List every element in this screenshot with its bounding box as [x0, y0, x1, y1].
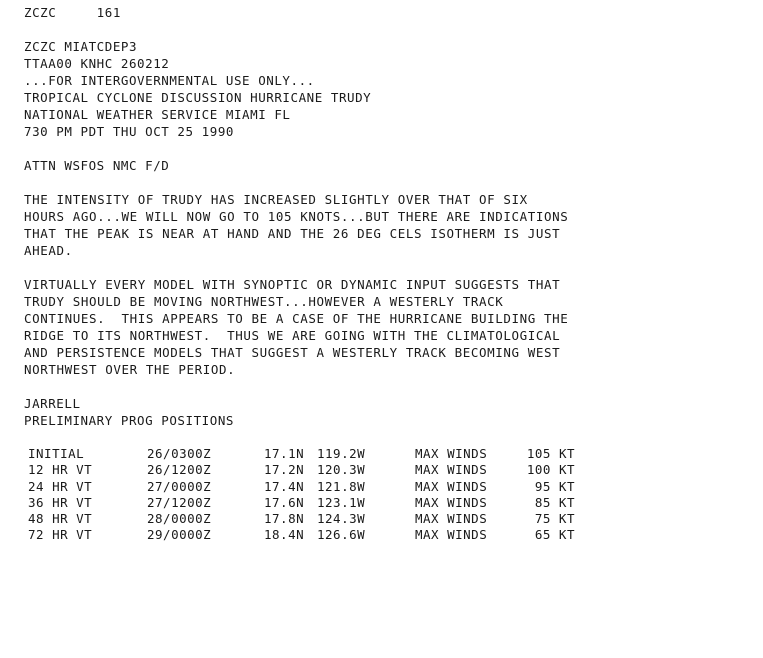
- prog-positions-title: PRELIMINARY PROG POSITIONS: [24, 413, 234, 428]
- paragraph-line: AHEAD.: [24, 243, 73, 258]
- prog-latitude: 17.6N: [264, 494, 305, 510]
- spacer: [24, 174, 744, 191]
- forecaster-signature: JARRELL: [24, 396, 81, 411]
- prog-latitude: 17.2N: [264, 462, 305, 478]
- prog-latitude: 18.4N: [264, 527, 305, 543]
- prog-label: INITIAL: [28, 446, 85, 461]
- prog-max-winds-value: 95 KT: [534, 478, 575, 494]
- prog-longitude: 124.3W: [317, 511, 366, 527]
- issue-time: 730 PM PDT THU OCT 25 1990: [24, 124, 234, 139]
- spacer: [24, 259, 744, 276]
- paragraph-line: CONTINUES. THIS APPEARS TO BE A CASE OF THE HURRICANE BUILDING THE: [24, 311, 569, 326]
- prog-valid-time: 26/0300Z: [147, 446, 212, 461]
- prog-valid-time: 27/0000Z: [147, 478, 212, 494]
- prog-max-winds-label: MAX WINDS: [415, 446, 488, 461]
- prog-valid-time: 27/1200Z: [147, 494, 212, 510]
- prog-max-winds-value: 75 KT: [534, 511, 575, 527]
- prog-row: [24, 511, 744, 527]
- prog-latitude: 17.4N: [264, 478, 305, 494]
- prog-max-winds-value: 105 KT: [526, 446, 575, 461]
- prog-label: 12 HR VT: [28, 462, 93, 478]
- header-routing-line: ZCZC 161: [24, 5, 121, 20]
- paragraph-line: VIRTUALLY EVERY MODEL WITH SYNOPTIC OR DYNAMIC INPUT SUGGESTS THAT: [24, 277, 561, 292]
- prog-row: [24, 462, 744, 478]
- teletype-document: [24, 4, 744, 544]
- discussion-paragraph-2: [24, 276, 744, 378]
- prog-valid-time: 29/0000Z: [147, 527, 212, 543]
- spacer: [24, 140, 744, 157]
- prog-label: 72 HR VT: [28, 527, 93, 543]
- attention-line: ATTN WSFOS NMC F/D: [24, 158, 170, 173]
- spacer: [24, 21, 744, 38]
- paragraph-line: AND PERSISTENCE MODELS THAT SUGGEST A WESTERLY TRACK BECOMING WEST: [24, 345, 561, 360]
- paragraph-line: NORTHWEST OVER THE PERIOD.: [24, 362, 236, 377]
- prog-longitude: 123.1W: [317, 494, 366, 510]
- prog-latitude: 17.8N: [264, 511, 305, 527]
- paragraph-line: RIDGE TO ITS NORTHWEST. THUS WE ARE GOING WITH THE CLIMATOLOGICAL: [24, 328, 561, 343]
- prog-row: [24, 527, 744, 543]
- prog-max-winds-label: MAX WINDS: [415, 511, 488, 527]
- discussion-paragraph-1: [24, 191, 744, 259]
- paragraph-line: TRUDY SHOULD BE MOVING NORTHWEST...HOWEVER A WESTERLY TRACK: [24, 294, 504, 309]
- prog-row: [24, 446, 744, 462]
- header-use-notice: ...FOR INTERGOVERNMENTAL USE ONLY...: [24, 73, 315, 88]
- prog-max-winds-label: MAX WINDS: [415, 494, 488, 510]
- spacer: [24, 378, 744, 395]
- header-product-id: ZCZC MIATCDEP3: [24, 39, 138, 54]
- paragraph-line: THAT THE PEAK IS NEAR AT HAND AND THE 26 DEG CELS ISOTHERM IS JUST: [24, 226, 561, 241]
- paragraph-line: THE INTENSITY OF TRUDY HAS INCREASED SLIGHTLY OVER THAT OF SIX: [24, 192, 528, 207]
- spacer: [24, 429, 744, 446]
- paragraph-line: HOURS AGO...WE WILL NOW GO TO 105 KNOTS...BUT THERE ARE INDICATIONS: [24, 209, 569, 224]
- document-title: TROPICAL CYCLONE DISCUSSION HURRICANE TRUDY: [24, 90, 372, 105]
- prog-row: [24, 479, 744, 495]
- prog-row: [24, 495, 744, 511]
- prog-valid-time: 28/0000Z: [147, 511, 212, 527]
- prog-max-winds-label: MAX WINDS: [415, 527, 488, 543]
- prog-valid-time: 26/1200Z: [147, 462, 212, 478]
- prog-max-winds-value: 65 KT: [534, 527, 575, 543]
- prog-label: 36 HR VT: [28, 494, 93, 510]
- prog-max-winds-value: 85 KT: [534, 494, 575, 510]
- prog-longitude: 120.3W: [317, 462, 366, 478]
- prog-longitude: 126.6W: [317, 527, 366, 543]
- prog-longitude: 119.2W: [317, 446, 366, 461]
- prog-latitude: 17.1N: [264, 446, 305, 461]
- prog-max-winds-label: MAX WINDS: [415, 478, 488, 494]
- issuing-office: NATIONAL WEATHER SERVICE MIAMI FL: [24, 107, 291, 122]
- prog-label: 24 HR VT: [28, 478, 93, 494]
- prog-label: 48 HR VT: [28, 511, 93, 527]
- header-wmo-id: TTAA00 KNHC 260212: [24, 56, 170, 71]
- prog-positions-table: [24, 446, 744, 544]
- prog-max-winds-label: MAX WINDS: [415, 462, 488, 478]
- prog-max-winds-value: 100 KT: [526, 462, 575, 478]
- prog-longitude: 121.8W: [317, 478, 366, 494]
